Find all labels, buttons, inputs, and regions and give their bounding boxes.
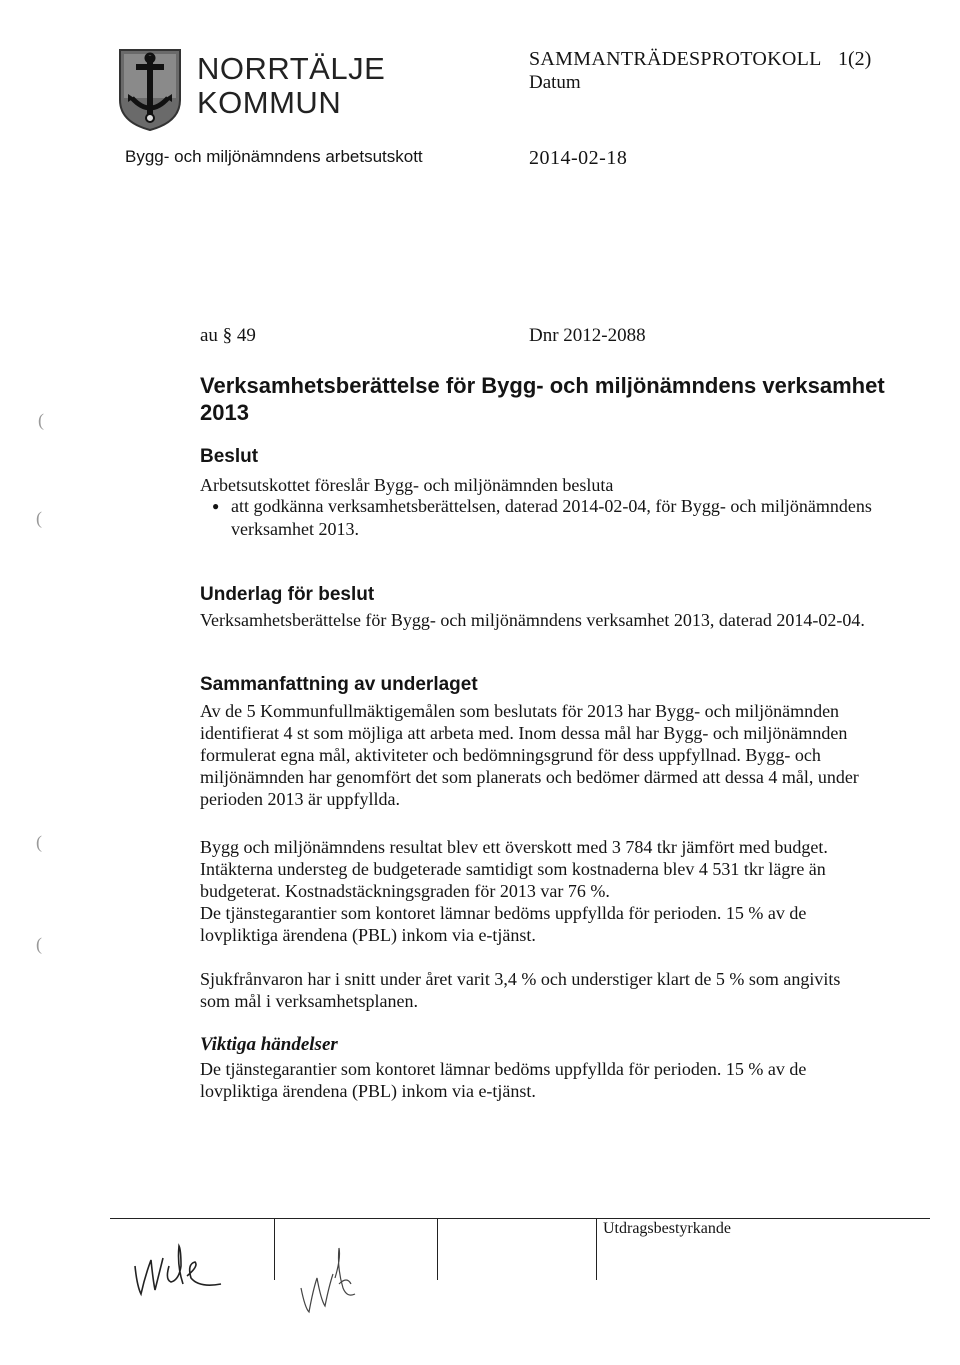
decision-item-line: verksamhet 2013. bbox=[231, 519, 359, 539]
text-line: miljönämnden har genomfört det som planerats och bedömer därmed att dessa 4 mål, under bbox=[200, 767, 859, 787]
basis-text: Verksamhetsberättelse för Bygg- och miljönämndens verksamhet 2013, daterad 2014-02-04. bbox=[200, 610, 865, 630]
text-line: formulerat egna mål, aktiviteter och bedömningsgrund för dess uppfyllnad. Bygg- och bbox=[200, 745, 821, 765]
text-line: som mål i verksamhetsplanen. bbox=[200, 991, 418, 1011]
handwritten-initials-signature bbox=[295, 1238, 365, 1318]
date-label: Datum bbox=[529, 72, 581, 93]
text-line: perioden 2013 är uppfyllda. bbox=[200, 789, 400, 809]
municipality-name bbox=[197, 52, 385, 120]
signature-column-divider bbox=[596, 1218, 597, 1280]
scan-mark: ( bbox=[36, 934, 42, 954]
text-line: budgeterat. Kostnadstäckningsgraden för 2013 var 76 %. bbox=[200, 881, 610, 901]
scan-mark: ( bbox=[38, 410, 44, 430]
decision-intro: Arbetsutskottet föreslår Bygg- och miljönämnden besluta bbox=[200, 475, 614, 495]
text-line: Sjukfrånvaron har i snitt under året varit 3,4 % och understiger klart de 5 % som angivits bbox=[200, 969, 841, 989]
paragraph-reference: au § 49 bbox=[200, 325, 256, 346]
page-title-line1: Verksamhetsberättelse för Bygg- och miljönämndens verksamhet bbox=[200, 373, 885, 398]
summary-heading: Sammanfattning av underlaget bbox=[200, 674, 478, 695]
summary-paragraph-2 bbox=[200, 836, 828, 946]
events-heading: Viktiga händelser bbox=[200, 1034, 338, 1055]
scan-mark: ( bbox=[36, 508, 42, 528]
municipality-coat-of-arms-logo bbox=[118, 48, 182, 132]
bullet-icon: ● bbox=[212, 499, 220, 513]
signature-column-divider bbox=[274, 1218, 275, 1280]
decision-heading: Beslut bbox=[200, 446, 259, 467]
text-line: De tjänstegarantier som kontoret lämnar bedöms uppfyllda för perioden. 15 % av de bbox=[200, 903, 807, 923]
text-line: Av de 5 Kommunfullmäktigemålen som beslutats för 2013 har Bygg- och miljönämnden bbox=[200, 701, 840, 721]
page-title-line2: 2013 bbox=[200, 400, 249, 425]
footer-divider bbox=[110, 1218, 930, 1219]
page-title bbox=[200, 372, 885, 426]
events-paragraph bbox=[200, 1058, 806, 1102]
municipality-name-line2: KOMMUN bbox=[197, 85, 342, 120]
text-line: Bygg och miljönämndens resultat blev ett överskott med 3 784 tkr jämfört med budget. bbox=[200, 837, 828, 857]
scan-mark: ( bbox=[36, 832, 42, 852]
basis-heading: Underlag för beslut bbox=[200, 584, 375, 605]
page-indicator: 1(2) bbox=[838, 48, 872, 70]
text-line: lovpliktiga ärendena (PBL) inkom via e-tjänst. bbox=[200, 1081, 536, 1101]
text-line: De tjänstegarantier som kontoret lämnar bedöms uppfyllda för perioden. 15 % av de bbox=[200, 1059, 807, 1079]
handwritten-initials-signature bbox=[125, 1236, 265, 1306]
committee-name: Bygg- och miljönämndens arbetsutskott bbox=[125, 147, 423, 166]
meeting-date: 2014-02-18 bbox=[529, 147, 628, 169]
anchor-icon bbox=[118, 48, 182, 132]
text-line: lovpliktiga ärendena (PBL) inkom via e-tjänst. bbox=[200, 925, 536, 945]
extract-certification-label: Utdragsbestyrkande bbox=[603, 1220, 731, 1237]
registration-number: Dnr 2012-2088 bbox=[529, 325, 646, 346]
summary-paragraph-1 bbox=[200, 700, 859, 810]
document-type: SAMMANTRÄDESPROTOKOLL bbox=[529, 48, 822, 70]
summary-paragraph-3 bbox=[200, 968, 840, 1012]
text-line: identifierat 4 st som möjliga att arbeta med. Inom dessa mål har Bygg- och miljönämnden bbox=[200, 723, 848, 743]
decision-item-line: att godkänna verksamhetsberättelsen, daterad 2014-02-04, för Bygg- och miljönämndens bbox=[231, 496, 872, 516]
municipality-name-line1: NORRTÄLJE bbox=[197, 51, 386, 86]
signature-column-divider bbox=[437, 1218, 438, 1280]
text-line: Intäkterna understeg de budgeterade samtidigt som kostnaderna blev 4 531 tkr lägre än bbox=[200, 859, 826, 879]
